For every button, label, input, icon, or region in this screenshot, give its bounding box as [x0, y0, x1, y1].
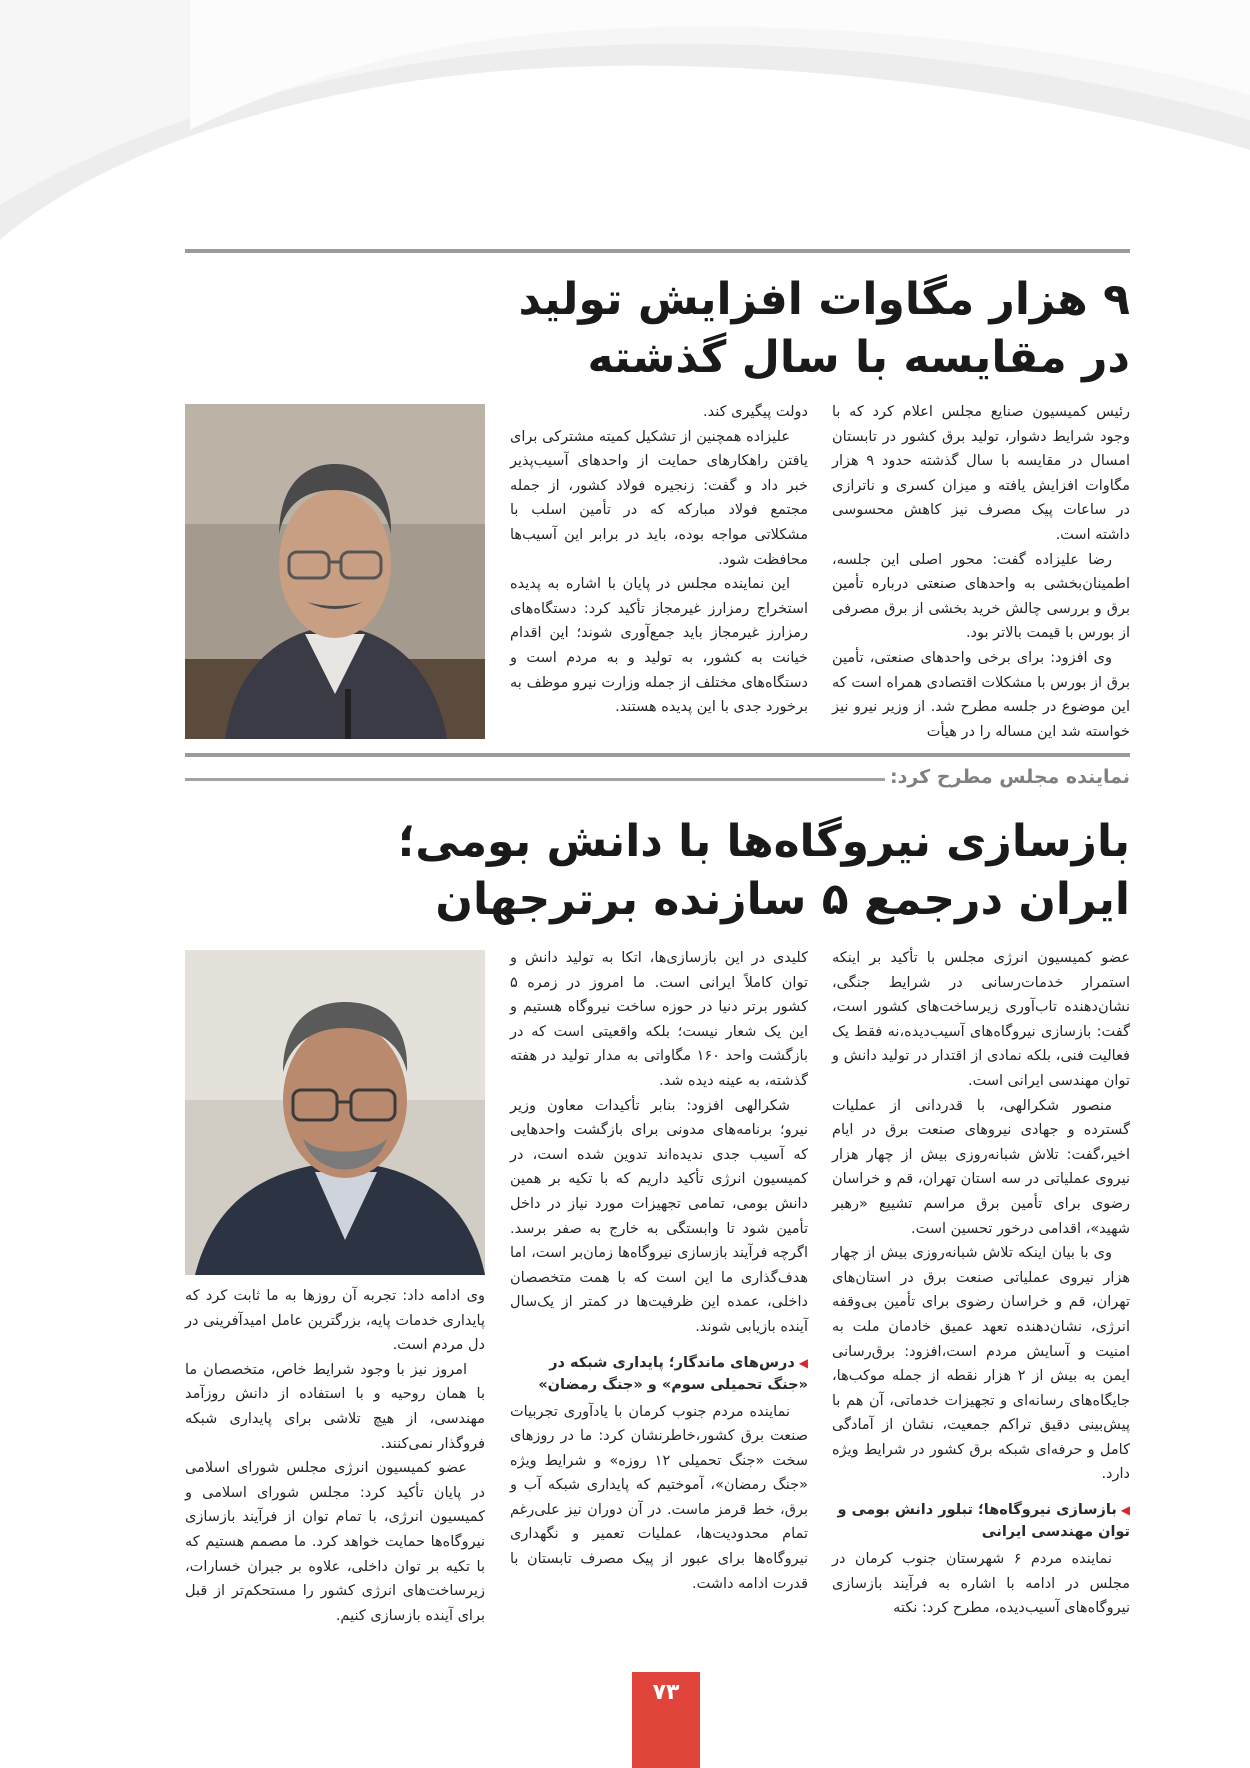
article1-top-rule	[185, 249, 1130, 253]
article1-headline-line1: ۹ هزار مگاوات افزایش تولید	[518, 274, 1130, 325]
article2-top-rule	[185, 753, 1130, 757]
article2-column-middle	[510, 946, 808, 1612]
kicker-rule	[185, 778, 885, 781]
article2-column-right	[832, 946, 1130, 1617]
paragraph: این نماینده مجلس در پایان با اشاره به پدیده استخراج رمزارز غیرمجاز تأکید کرد: دستگاه‌های رمزارز غیرمجاز باید جمع‌آوری شوند؛ این اقدام خیانت به کشور، به تولید و به مردم است و دستگاه‌های مختلف از جمله وزارت نیرو موظف به برخورد جدی با این پدیده هستند.	[510, 576, 808, 716]
article2-portrait-photo	[185, 950, 485, 1275]
article2-headline-line1: بازسازی نیروگاه‌ها با دانش بومی؛	[397, 816, 1130, 867]
article2-column-left	[185, 1284, 485, 1624]
paragraph: امروز نیز با وجود شرایط خاص، متخصصان ما با همان روحیه و با استفاده از دانش روزآمد مهندسی، از هیچ تلاشی برای پایداری شبکه فروگذار نمی‌کنند.	[185, 1361, 485, 1452]
header-swoosh	[0, 0, 1250, 240]
paragraph: وی افزود: برای برخی واحدهای صنعتی، تأمین برق از بورس با مشکلات اقتصادی همراه است که این موضوع در جلسه مطرح شد. از وزیر نیرو نیز خواسته شد این مساله را در هیأت	[832, 649, 1130, 740]
paragraph: شکرالهی افزود: بنابر تأکیدات معاون وزیر نیرو؛ برنامه‌های مدونی برای بازگشت واحدهایی که آسیب جدی ندیده‌اند تدوین شده است، در کمیسیون انرژی تأکید داریم که با تکیه بر همین دانش بومی، تمامی تجهیزات مورد نیاز در داخل تأمین شود تا وابستگی به خارج به صفر برسد. اگرچه فرآیند بازسازی نیروگاه‌ها زمان‌بر است، اما هدف‌گذاری ما این است که با همت متخصصان داخلی، عمده این ظرفیت‌ها در کمتر از یک‌سال آینده بازیابی شوند.	[510, 1097, 808, 1335]
article1-headline-line2: در مقایسه با سال گذشته	[587, 332, 1130, 383]
paragraph: کلیدی در این بازسازی‌ها، اتکا به تولید دانش و توان کاملاً ایرانی است. ما امروز در زمره ۵ کشور برتر دنیا در حوزه ساخت نیروگاه هستیم و این یک شعار نیست؛ بلکه واقعیتی است که در بازگشت واحد ۱۶۰ مگاواتی به مدار تولید در هفته گذشته، به عینه دیده شد.	[510, 950, 809, 1089]
paragraph: نماینده مردم ۶ شهرستان جنوب کرمان در مجلس در ادامه با اشاره به فرآیند بازسازی نیروگاه‌های آسیب‌دیده، مطرح کرد: نکته	[832, 1551, 1130, 1617]
arrow-left-icon: ◀	[1120, 1503, 1130, 1518]
paragraph: عضو کمیسیون انرژی مجلس شورای اسلامی در پایان تأکید کرد: مجلس شورای اسلامی و کمیسیون انرژی، با تمام توان از فرآیند بازسازی نیروگاه‌ها حمایت خواهد کرد. ما مصمم هستیم که با تکیه بر توان داخلی، علاوه بر جبران خسارات، زیرساخت‌های انرژی کشور را مستحکم‌تر از قبل برای آینده بازسازی کنیم.	[185, 1460, 485, 1624]
paragraph: نماینده مردم جنوب کرمان با یادآوری تجربیات صنعت برق کشور،خاطرنشان کرد: ما در روزهای سخت «جنگ تحمیلی ۱۲ روزه» و شرایط ویژه «جنگ رمضان»، آموختیم که پایداری شبکه آب و برق، خط قرمز ماست. در آن دوران نیز علی‌رغم تمام محدودیت‌ها، عملیات تعمیر و نگهداری نیروگاه‌ها برای عبور از پیک مصرف تابستان با قدرت ادامه داشت.	[510, 1403, 808, 1592]
paragraph: علیزاده همچنین از تشکیل کمیته مشترکی برای یافتن راهکارهای حمایت از واحدهای آسیب‌پذیر خبر داد و گفت: زنجیره فولاد کشور، از جمله مجتمع فولاد مبارکه که در تأمین اسلب با مشکلاتی مواجه بوده، باید در برابر این آسیب‌ها محافظت شود.	[510, 428, 808, 568]
subheading: ◀درس‌های ماندگار؛ پایداری شبکه در «جنگ تحمیلی سوم» و «جنگ رمضان»	[538, 1354, 808, 1393]
arrow-left-icon: ◀	[798, 1355, 808, 1370]
article1-column-right	[832, 400, 1130, 740]
paragraph: وی با بیان اینکه تلاش شبانه‌روزی بیش از چهار هزار نیروی عملیاتی صنعت برق در استان‌های تهران، قم و خراسان رضوی برای تأمین بی‌وقفه انرژی، نشان‌دهنده تعهد عمیق خادمان ملت به امنیت و آسایش مردم است،افزود: برق‌رسانی ایمن به بیش از ۲ هزار نقطه از جمله موکب‌ها، جایگاه‌های رسانه‌ای و تجهیزات خدماتی، آن هم با پیش‌بینی دقیق تراکم جمعیت، نشان از آمادگی کامل و حرفه‌ای شبکه برق کشور در شرایط ویژه دارد.	[832, 1245, 1130, 1483]
paragraph: رئیس کمیسیون صنایع مجلس اعلام کرد که با وجود شرایط دشوار، تولید برق کشور در تابستان امسال در مقایسه با سال گذشته حدود ۹ هزار مگاوات افزایش یافته و میزان کسری و ناترازی در ساعات پیک مصرف نیز کاهش محسوسی داشته است.	[832, 404, 1130, 543]
article1-portrait-photo	[185, 404, 485, 739]
paragraph: رضا علیزاده گفت: محور اصلی این جلسه، اطمینان‌بخشی به واحدهای صنعتی درباره تأمین برق و بررسی چالش خرید بخشی از برق مصرفی از بورس با قیمت بالاتر بود.	[832, 551, 1130, 642]
article2-kicker: نماینده مجلس مطرح کرد:	[889, 766, 1130, 788]
paragraph: وی ادامه داد: تجربه آن روزها به ما ثابت کرد که پایداری خدمات پایه، بزرگترین عامل امیدآفرینی در دل مردم است.	[185, 1288, 485, 1354]
paragraph: دولت پیگیری کند.	[703, 404, 808, 420]
paragraph: عضو کمیسیون انرژی مجلس با تأکید بر اینکه استمرار خدمات‌رسانی در شرایط جنگی، نشان‌دهنده تاب‌آوری زیرساخت‌های کشور است، گفت: بازسازی نیروگاه‌های آسیب‌دیده،نه فقط یک فعالیت فنی، بلکه نمادی از اقتدار در تولید دانش و توان مهندسی ایرانی است.	[832, 950, 1130, 1089]
paragraph: منصور شکرالهی، با قدردانی از عملیات گسترده و جهادی نیروهای صنعت برق در ایام اخیر،گفت: تلاش شبانه‌روزی بیش از چهار هزار نیروی عملیاتی در سه استان تهران، قم و خراسان رضوی برای تأمین برق مراسم تشییع «رهبر شهید»، اقدامی درخور تحسین است.	[832, 1097, 1130, 1237]
article1-column-left	[510, 400, 808, 736]
article2-headline-line2: ایران درجمع ۵ سازنده برترجهان	[435, 874, 1130, 925]
page-number: ۷۳	[632, 1672, 700, 1768]
subheading: ◀بازسازی نیروگاه‌ها؛ تبلور دانش بومی و توان مهندسی ایرانی	[837, 1502, 1130, 1541]
